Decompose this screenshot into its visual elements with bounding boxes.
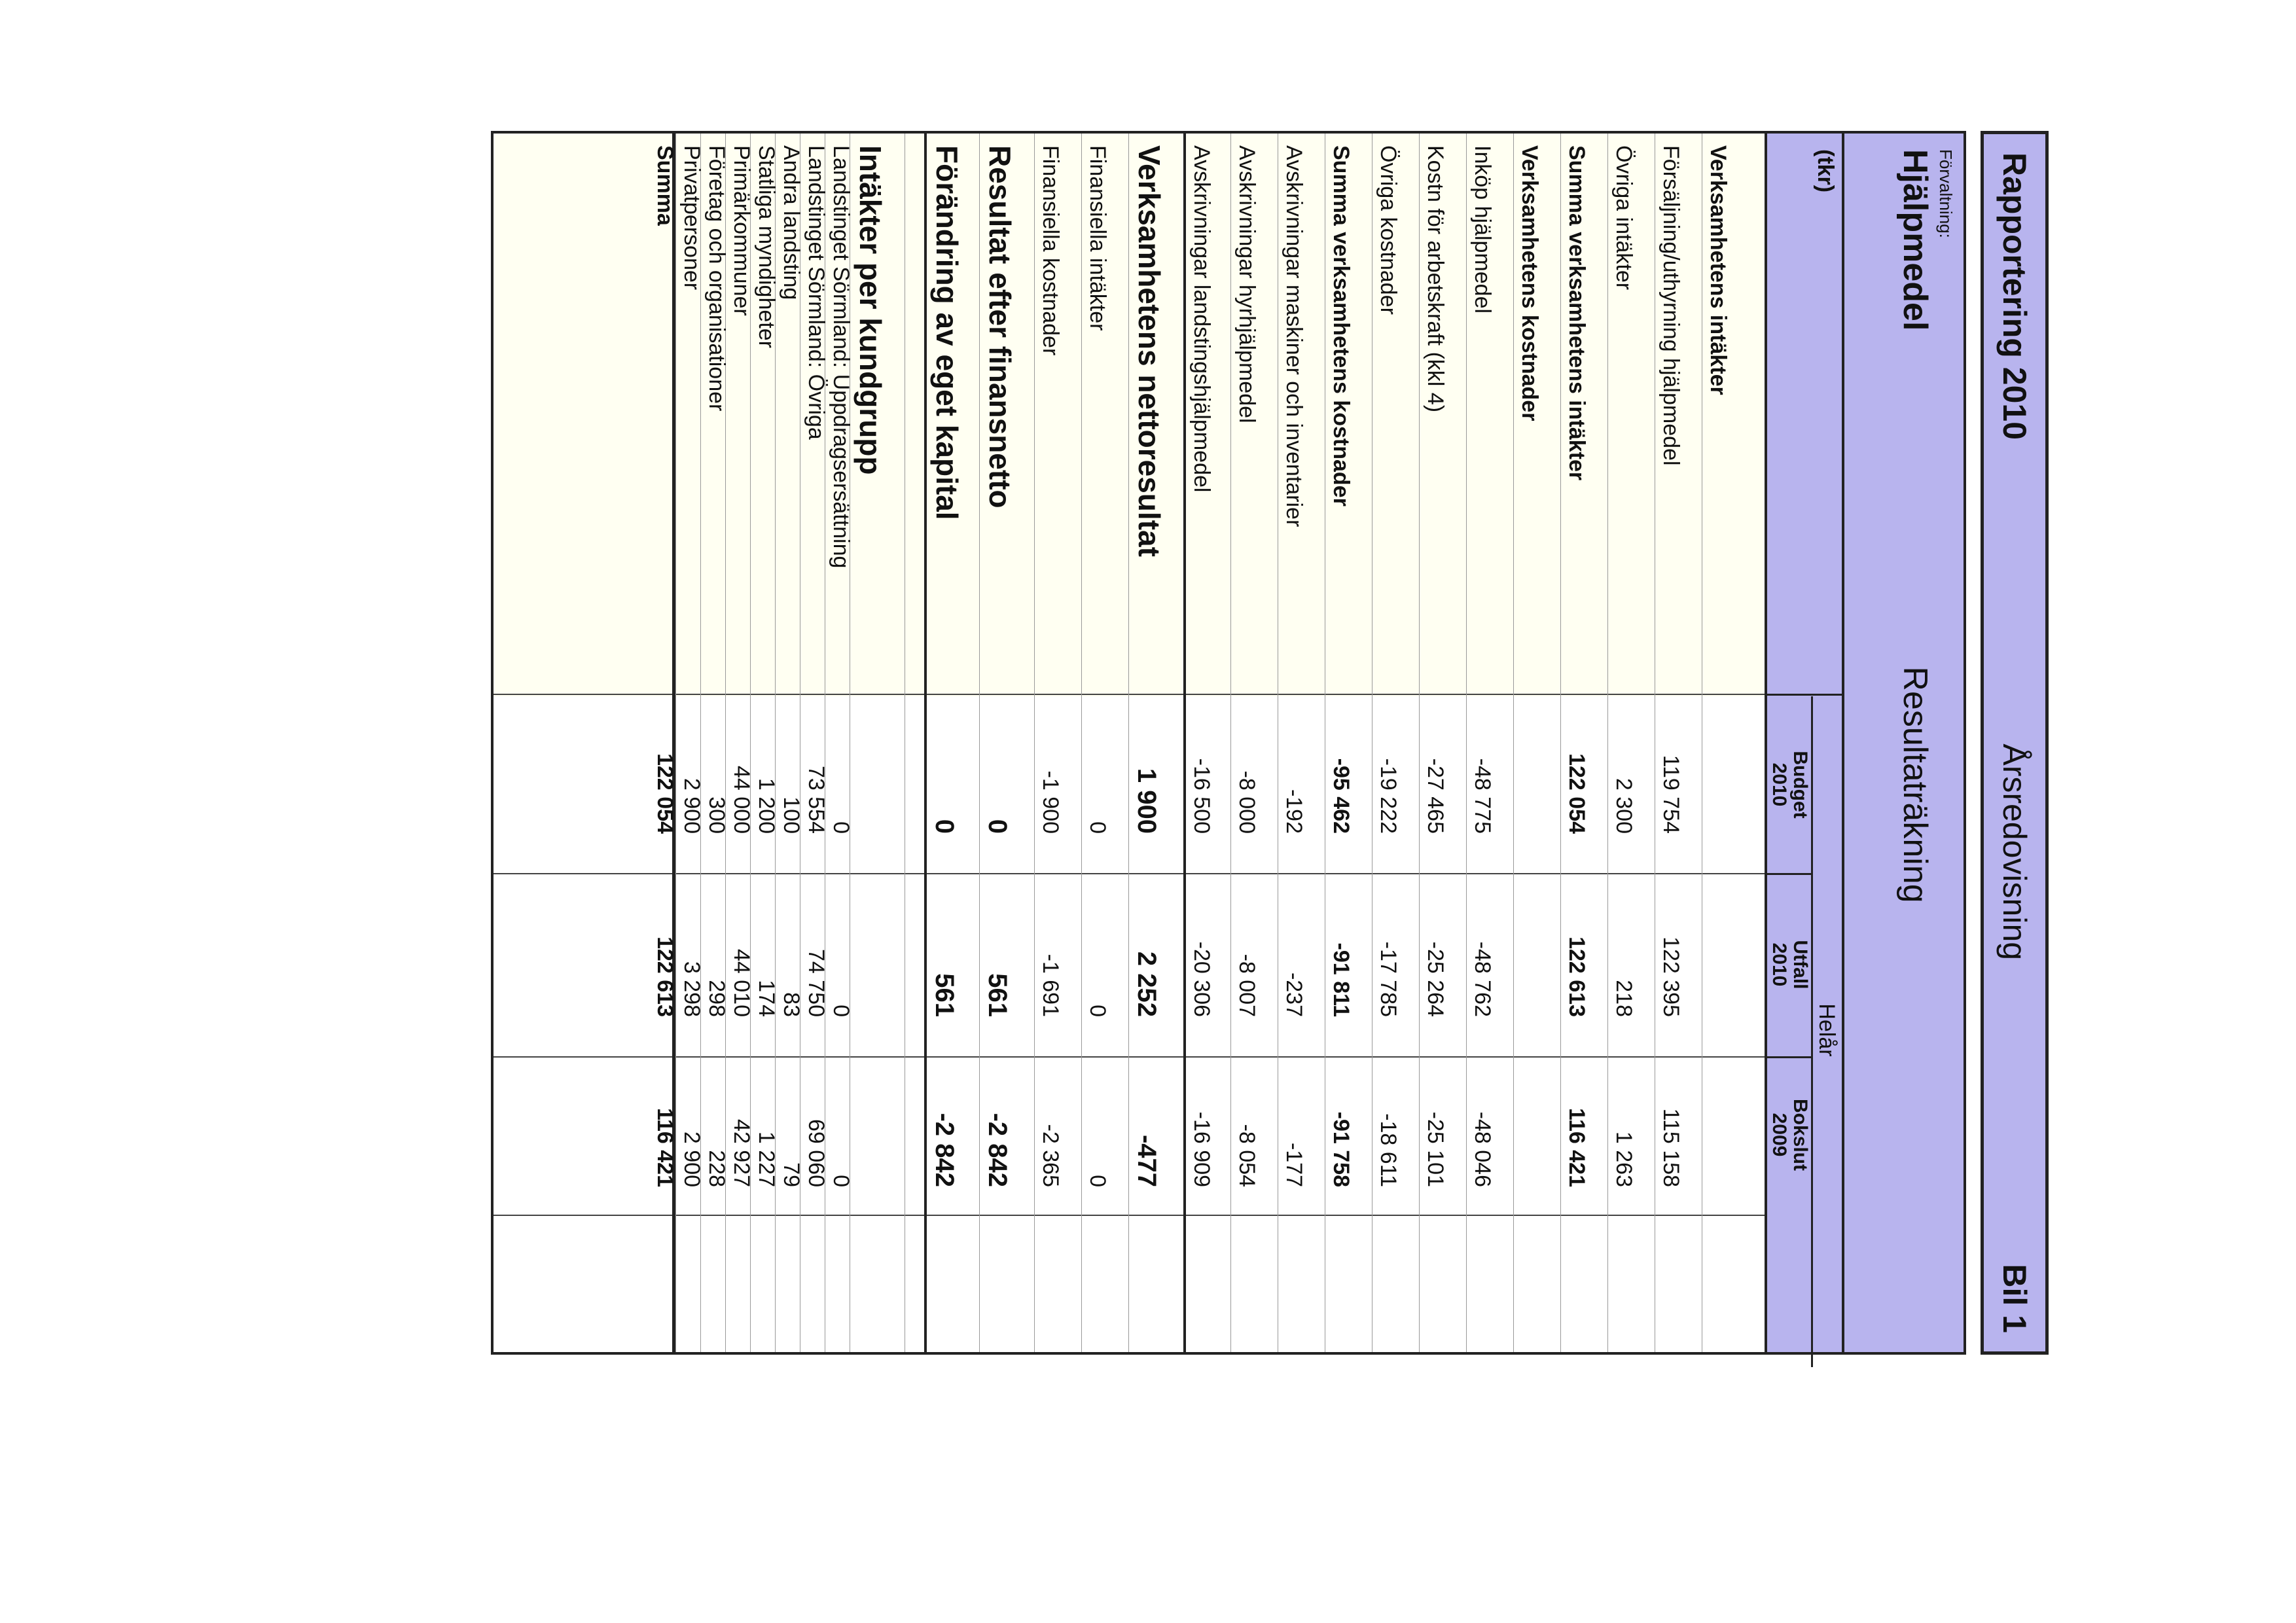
utfall-value: -8 007 [1234,954,1259,1017]
row-label: Landstinget Sörmland: Uppdragsersättning [829,145,853,569]
table-row [1419,134,1466,1352]
budget-value: 44 000 [729,766,754,834]
org-name: Hjälpmedel [1896,149,1934,331]
bokslut-value: 228 [704,1150,729,1187]
bokslut-value: 2 900 [679,1131,704,1187]
budget-value: -1 900 [1038,770,1063,834]
table-row [1372,134,1419,1352]
row-label: Avskrivningar landstingshjälpmedel [1189,145,1214,493]
budget-value: -8 000 [1234,770,1259,834]
table-row [924,134,979,1352]
bokslut-value: 115 158 [1659,1108,1683,1187]
utfall-value: 0 [829,1005,853,1017]
bokslut-value: 42 927 [729,1119,754,1187]
bokslut-value: -177 [1282,1142,1306,1187]
budget-value: 119 754 [1659,755,1683,834]
row-label: Inköp hjälpmedel [1470,145,1495,314]
bokslut-value: -2 842 [930,1113,959,1187]
bokslut-value: 0 [1085,1175,1110,1187]
row-label: Primärkommuner [729,145,754,316]
table-row [1183,134,1230,1352]
row-label: Avskrivningar hyrhjälpmedel [1234,145,1259,423]
group-underline [1811,696,1813,1367]
budget-value: -27 465 [1423,758,1448,834]
table-row [1607,134,1655,1352]
table-row [1081,134,1128,1352]
utfall-value: -25 264 [1423,941,1448,1017]
utfall-value: 122 395 [1659,936,1683,1017]
budget-value: 1 200 [754,777,779,834]
utfall-value: -1 691 [1038,954,1063,1017]
report-period: Rapportering 2010 [1996,152,2033,440]
period-group-label: Helår [1814,1003,1839,1057]
bokslut-value: 1 263 [1611,1131,1636,1187]
table-row [979,134,1034,1352]
budget-value: 0 [983,819,1012,834]
row-label: Företag och organisationer [704,145,729,412]
row-label: Summa verksamhetens kostnader [1329,145,1354,507]
row-label: Resultat efter finansnetto [983,145,1017,508]
utfall-year: 2010 [1768,942,1790,987]
row-label: Övriga intäkter [1611,145,1636,291]
budget-value: 122 054 [1564,753,1589,834]
row-label: Försäljning/uthyrning hjälpmedel [1659,145,1683,466]
bokslut-value: 1 227 [754,1131,779,1187]
utfall-value: -237 [1282,972,1306,1017]
utfall-value: 122 613 [653,936,677,1017]
bokslut-value: -18 611 [1376,1113,1401,1187]
report-name: Resultaträkning [1896,666,1934,903]
table-row [905,134,924,1352]
table-row [1702,134,1765,1352]
row-label: Verksamhetens intäkter [1706,145,1731,395]
utfall-value: 74 750 [804,949,829,1017]
table-row [1466,134,1513,1352]
row-label: Finansiella intäkter [1085,145,1110,331]
utfall-value: 122 613 [1564,936,1589,1017]
attachment-label: Bil 1 [1996,1264,2033,1333]
table-row [1655,134,1702,1352]
utfall-value: 218 [1611,980,1636,1017]
budget-value: 0 [829,821,853,834]
budget-value: 2 300 [1611,777,1636,834]
budget-value: -48 775 [1470,758,1495,834]
row-label: Andra landsting [779,145,804,300]
budget-title: Budget [1789,751,1811,819]
table-row [1325,134,1372,1352]
bokslut-value: -2 365 [1038,1124,1063,1187]
row-label: Privatpersoner [679,145,704,291]
budget-value: 0 [930,819,959,834]
utfall-value: 3 298 [679,961,704,1017]
utfall-value: 561 [930,973,959,1017]
bokslut-value: -48 046 [1470,1111,1495,1187]
row-label: Intäkter per kundgrupp [853,145,888,475]
utfall-value: 0 [1085,1005,1110,1017]
table-row [1513,134,1560,1352]
budget-year: 2010 [1768,762,1790,807]
rotated-report-page [491,131,2049,1355]
utfall-value: 2 252 [1132,951,1161,1017]
utfall-value: -91 811 [1329,942,1354,1017]
row-label: Landstinget Sörmland: Övriga [804,145,829,440]
row-label: Övriga kostnader [1376,145,1401,315]
utfall-column-header [1768,873,1810,1056]
row-label: Kostn för arbetskraft (kkl 4) [1423,145,1448,413]
column-header [1765,131,1842,1355]
utfall-value: 174 [754,980,779,1017]
utfall-value: 44 010 [729,949,754,1017]
org-label: Förvaltning: [1936,149,1956,238]
table-row [850,134,905,1352]
utfall-value: 298 [704,980,729,1017]
bokslut-value: 79 [779,1162,804,1187]
table-row [675,134,704,1352]
report-type: Årsredovisning [1996,743,2033,961]
table-row [1034,134,1081,1352]
budget-value: 73 554 [804,766,829,834]
bokslut-value: -477 [1132,1134,1161,1187]
bokslut-value: 116 421 [1564,1107,1589,1187]
budget-value: 300 [704,796,729,834]
utfall-value: -48 762 [1470,941,1495,1017]
bokslut-value: -2 842 [983,1113,1012,1187]
row-label: Förändring av eget kapital [930,145,964,520]
row-label: Avskrivningar maskiner och inventarier [1282,145,1306,527]
bokslut-value: -91 758 [1329,1111,1354,1187]
budget-value: -95 462 [1329,758,1354,834]
table-row [1560,134,1607,1352]
bokslut-column-header [1768,1056,1810,1213]
row-label: Statliga myndigheter [754,145,779,348]
row-label: Verksamhetens kostnader [1517,145,1542,421]
row-label: Summa verksamhetens intäkter [1564,145,1589,481]
report-title-bar [1981,131,2049,1355]
budget-value: -19 222 [1376,758,1401,834]
bokslut-value: -25 101 [1423,1111,1448,1187]
bokslut-value: -16 909 [1189,1111,1214,1187]
bokslut-value: 0 [829,1175,853,1187]
budget-value: 100 [779,796,804,834]
budget-value: 2 900 [679,777,704,834]
utfall-value: -20 306 [1189,941,1214,1017]
bokslut-title: Bokslut [1789,1098,1811,1171]
row-label: Finansiella kostnader [1038,145,1063,356]
utfall-value: 561 [983,973,1012,1017]
bokslut-value: 116 421 [653,1107,677,1187]
unit-label: (tkr) [1813,149,1838,193]
row-label: Summa [653,145,677,226]
header-divider [1767,694,1842,696]
bokslut-year: 2009 [1768,1113,1790,1157]
utfall-value: -17 785 [1376,941,1401,1017]
utfall-value: 83 [779,992,804,1017]
row-label: Verksamhetens nettoresultat [1132,145,1166,557]
budget-value: 122 054 [653,753,677,834]
budget-value: -192 [1282,789,1306,834]
organization-header [1842,131,1966,1355]
budget-column-header [1768,696,1810,873]
table-row [1230,134,1278,1352]
table-row [649,134,675,1352]
budget-value: 0 [1085,821,1110,834]
table-row [1278,134,1325,1352]
budget-value: -16 500 [1189,758,1214,834]
utfall-title: Utfall [1789,940,1811,990]
bokslut-value: -8 054 [1234,1124,1259,1187]
budget-value: 1 900 [1132,768,1161,834]
bokslut-value: 69 060 [804,1119,829,1187]
result-table [491,131,1765,1355]
table-row [1128,134,1183,1352]
